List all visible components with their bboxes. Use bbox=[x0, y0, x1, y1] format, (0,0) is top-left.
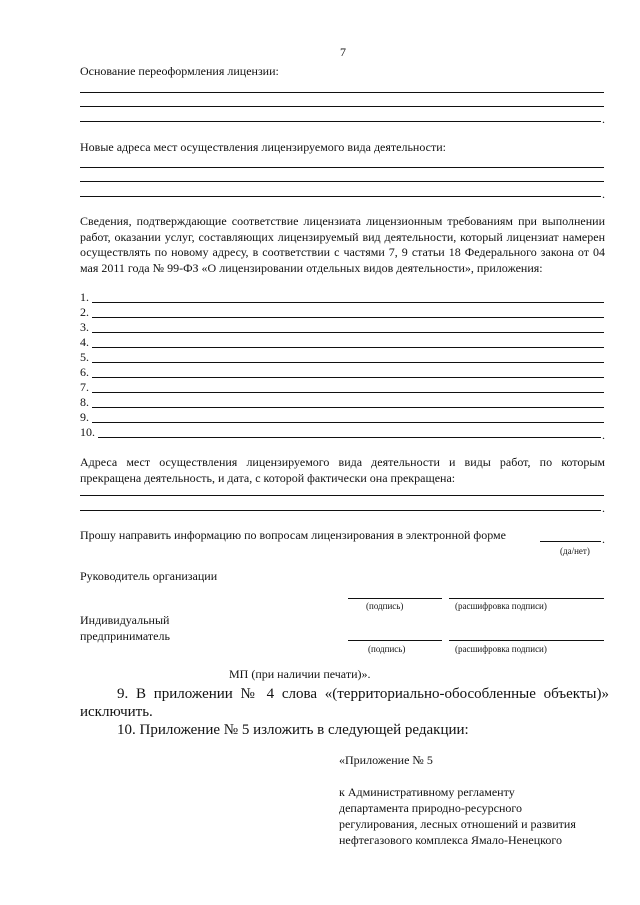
info-item-4-line[interactable] bbox=[92, 347, 604, 348]
new-addresses-line-3[interactable] bbox=[80, 196, 601, 197]
info-item-5-line[interactable] bbox=[92, 362, 604, 363]
basis-line-1[interactable] bbox=[80, 92, 604, 93]
head-signature-field[interactable] bbox=[348, 598, 442, 599]
stamp-text: МП (при наличии печати)». bbox=[229, 667, 371, 681]
info-item-6-line[interactable] bbox=[92, 377, 604, 378]
terminated-period: . bbox=[602, 501, 605, 515]
info-item-7-line[interactable] bbox=[92, 392, 604, 393]
entrepreneur-label-2: предприниматель bbox=[80, 629, 170, 643]
appendix-line-3: регулирования, лесных отношений и развития bbox=[339, 817, 576, 831]
item9-line1: 9. В приложении № 4 слова «(территориально-обособленные объекты)» bbox=[117, 686, 609, 702]
info-item-4: 4. bbox=[80, 335, 89, 349]
terminated-line-1[interactable] bbox=[80, 495, 604, 496]
info-item-2-line[interactable] bbox=[92, 317, 604, 318]
info-item-10: 10. bbox=[80, 425, 95, 439]
page-number: 7 bbox=[340, 45, 346, 59]
item10-text: 10. Приложение № 5 изложить в следующей редакции: bbox=[117, 722, 469, 738]
terminated-paragraph: Адреса мест осуществления лицензируемого вида деятельности и виды работ, по которым прекращена деятельность, и дата, с которой фактически она прекращена: bbox=[80, 455, 605, 485]
info-paragraph: Сведения, подтверждающие соответствие лицензиата лицензионным требованиям при выполнении работ, оказании услуг, составляющих лицензируемый вид деятельности, который лицензиат намерен осуществлять по новому адресу, в соответствии с частями 7, 9 статьи 18 Федерального закона от 04 мая 2011 года № 99-ФЗ «О лицензировании отдельных видов деятельности», приложения: bbox=[80, 214, 605, 275]
entrepreneur-signature-field[interactable] bbox=[348, 640, 442, 641]
entrepreneur-decode-field[interactable] bbox=[449, 640, 604, 641]
head-decode-field[interactable] bbox=[449, 598, 604, 599]
info-item-7: 7. bbox=[80, 380, 89, 394]
new-addresses-line-1[interactable] bbox=[80, 167, 604, 168]
appendix-line-4: нефтегазового комплекса Ямало-Ненецкого bbox=[339, 833, 562, 847]
yes-no-hint: (да/нет) bbox=[560, 546, 590, 556]
info-item-6: 6. bbox=[80, 365, 89, 379]
item9-line2: исключить. bbox=[80, 704, 153, 720]
new-addresses-line-2[interactable] bbox=[80, 181, 604, 182]
electronic-period: . bbox=[602, 532, 605, 546]
info-item-5: 5. bbox=[80, 350, 89, 364]
head-signature-caption: (подпись) bbox=[366, 601, 404, 611]
info-item-10-line[interactable] bbox=[98, 437, 601, 438]
appendix-line-1: к Административному регламенту bbox=[339, 785, 515, 799]
terminated-line-2[interactable] bbox=[80, 510, 601, 511]
info-items-period: . bbox=[602, 428, 605, 442]
head-label: Руководитель организации bbox=[80, 569, 218, 583]
new-addresses-label: Новые адреса мест осуществления лицензируемого вида деятельности: bbox=[80, 140, 446, 154]
info-item-1-line[interactable] bbox=[92, 302, 604, 303]
basis-line-3[interactable] bbox=[80, 121, 601, 122]
basis-label: Основание переоформления лицензии: bbox=[80, 64, 279, 78]
info-item-9: 9. bbox=[80, 410, 89, 424]
info-item-9-line[interactable] bbox=[92, 422, 604, 423]
electronic-request-text: Прошу направить информацию по вопросам лицензирования в электронной форме bbox=[80, 528, 506, 542]
basis-period: . bbox=[602, 112, 605, 126]
appendix-title: «Приложение № 5 bbox=[339, 753, 433, 767]
info-item-8-line[interactable] bbox=[92, 407, 604, 408]
info-item-3-line[interactable] bbox=[92, 332, 604, 333]
head-decode-caption: (расшифровка подписи) bbox=[455, 601, 547, 611]
entrepreneur-decode-caption: (расшифровка подписи) bbox=[455, 644, 547, 654]
info-item-3: 3. bbox=[80, 320, 89, 334]
info-item-8: 8. bbox=[80, 395, 89, 409]
appendix-line-2: департамента природно-ресурсного bbox=[339, 801, 522, 815]
basis-line-2[interactable] bbox=[80, 106, 604, 107]
entrepreneur-label-1: Индивидуальный bbox=[80, 613, 170, 627]
info-item-1: 1. bbox=[80, 290, 89, 304]
info-item-2: 2. bbox=[80, 305, 89, 319]
new-addresses-period: . bbox=[602, 187, 605, 201]
electronic-answer-field[interactable] bbox=[540, 541, 601, 542]
entrepreneur-signature-caption: (подпись) bbox=[368, 644, 406, 654]
